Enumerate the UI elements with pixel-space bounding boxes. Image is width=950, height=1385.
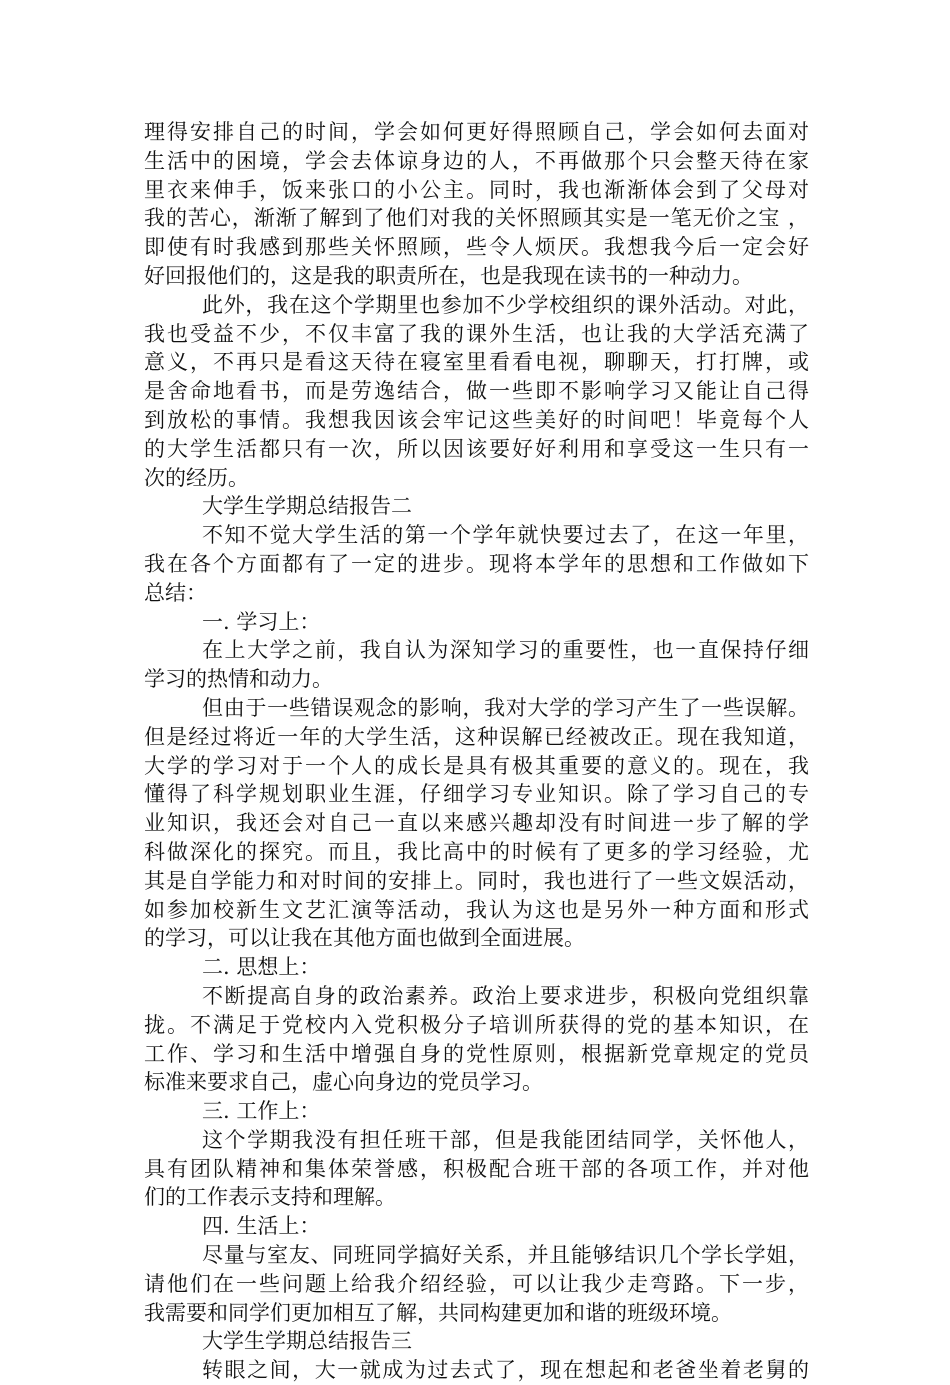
text-line: 即使有时我感到那些关怀照顾，些令人烦厌。我想我今后一定会好 bbox=[144, 235, 809, 260]
text-line: 到放松的事情。我想我因该会牢记这些美好的时间吧！毕竟每个人 bbox=[144, 407, 809, 432]
text-line: 转眼之间，大一就成为过去式了，现在想起和老爸坐着老舅的 bbox=[202, 1358, 809, 1383]
text-line: 其是自学能力和对时间的安排上。同时，我也进行了一些文娱活动， bbox=[144, 868, 809, 893]
text-line: 意义，不再只是看这天待在寝室里看看电视，聊聊天，打打牌，或 bbox=[144, 350, 809, 375]
text-line: 二. 思想上： bbox=[202, 955, 321, 980]
text-line: 的学习，可以让我在其他方面也做到全面进展。 bbox=[144, 926, 585, 951]
text-line: 懂得了科学规划职业生涯，仔细学习专业知识。除了学习自己的专 bbox=[144, 782, 809, 807]
text-line: 生活中的困境，学会去体谅身边的人，不再做那个只会整天待在家 bbox=[144, 148, 809, 173]
text-line: 在上大学之前，我自认为深知学习的重要性，也一直保持仔细 bbox=[202, 638, 809, 663]
text-line: 尽量与室友、同班同学搞好关系，并且能够结识几个学长学姐， bbox=[202, 1243, 809, 1268]
text-line: 四. 生活上： bbox=[202, 1214, 321, 1239]
text-line: 次的经历。 bbox=[144, 465, 249, 490]
text-line: 理得安排自己的时间，学会如何更好得照顾自己，学会如何去面对 bbox=[144, 120, 809, 144]
text-line: 如参加校新生文艺汇演等活动，我认为这也是另外一种方面和形式 bbox=[144, 897, 809, 922]
document-body-text bbox=[144, 118, 809, 1385]
text-line: 工作、学习和生活中增强自身的党性原则，根据新党章规定的党员 bbox=[144, 1041, 809, 1066]
text-line: 我也受益不少，不仅丰富了我的课外生活，也让我的大学活充满了 bbox=[144, 321, 809, 346]
text-line: 们的工作表示支持和理解。 bbox=[144, 1185, 396, 1210]
text-line: 不知不觉大学生活的第一个学年就快要过去了，在这一年里， bbox=[202, 523, 809, 548]
text-line: 大学生学期总结报告二 bbox=[202, 494, 412, 519]
text-line: 我在各个方面都有了一定的进步。现将本学年的思想和工作做如下 bbox=[144, 551, 809, 576]
text-line: 我的苦心，渐渐了解到了他们对我的关怀照顾其实是一笔无价之宝 ， bbox=[144, 206, 809, 231]
text-line: 不断提高自身的政治素养。政治上要求进步，积极向党组织靠 bbox=[202, 983, 809, 1008]
text-line: 里衣来伸手，饭来张口的小公主。同时，我也渐渐体会到了父母对 bbox=[144, 177, 809, 202]
text-line: 这个学期我没有担任班干部，但是我能团结同学，关怀他人， bbox=[202, 1127, 809, 1152]
text-line: 我需要和同学们更加相互了解，共同构建更加和谐的班级环境。 bbox=[144, 1300, 732, 1325]
text-line: 三. 工作上： bbox=[202, 1099, 321, 1124]
text-line: 一. 学习上： bbox=[202, 609, 321, 634]
text-line: 此外，我在这个学期里也参加不少学校组织的课外活动。对此， bbox=[202, 292, 809, 317]
text-line: 拢。不满足于党校内入党积极分子培训所获得的党的基本知识，在 bbox=[144, 1012, 809, 1037]
text-line: 具有团队精神和集体荣誉感，积极配合班干部的各项工作，并对他 bbox=[144, 1156, 809, 1181]
text-line: 请他们在一些问题上给我介绍经验，可以让我少走弯路。下一步， bbox=[144, 1271, 809, 1296]
text-line: 大学生学期总结报告三 bbox=[202, 1329, 412, 1354]
text-line: 但是经过将近一年的大学生活，这种误解已经被改正。现在我知道， bbox=[144, 724, 809, 749]
text-line: 总结： bbox=[144, 580, 207, 605]
text-line: 标准来要求自己，虚心向身边的党员学习。 bbox=[144, 1070, 543, 1095]
text-line: 学习的热情和动力。 bbox=[144, 667, 333, 692]
text-line: 科做深化的探究。而且，我比高中的时候有了更多的学习经验，尤 bbox=[144, 839, 809, 864]
text-line: 是舍命地看书，而是劳逸结合，做一些即不影响学习又能让自己得 bbox=[144, 379, 809, 404]
text-line: 但由于一些错误观念的影响，我对大学的学习产生了一些误解。 bbox=[202, 695, 809, 720]
text-line: 好回报他们的，这是我的职责所在，也是我现在读书的一种动力。 bbox=[144, 263, 753, 288]
text-line: 大学的学习对于一个人的成长是具有极其重要的意义的。现在，我 bbox=[144, 753, 809, 778]
text-line: 业知识，我还会对自己一直以来感兴趣却没有时间进一步了解的学 bbox=[144, 811, 809, 836]
text-line: 的大学生活都只有一次，所以因该要好好利用和享受这一生只有一 bbox=[144, 436, 809, 461]
